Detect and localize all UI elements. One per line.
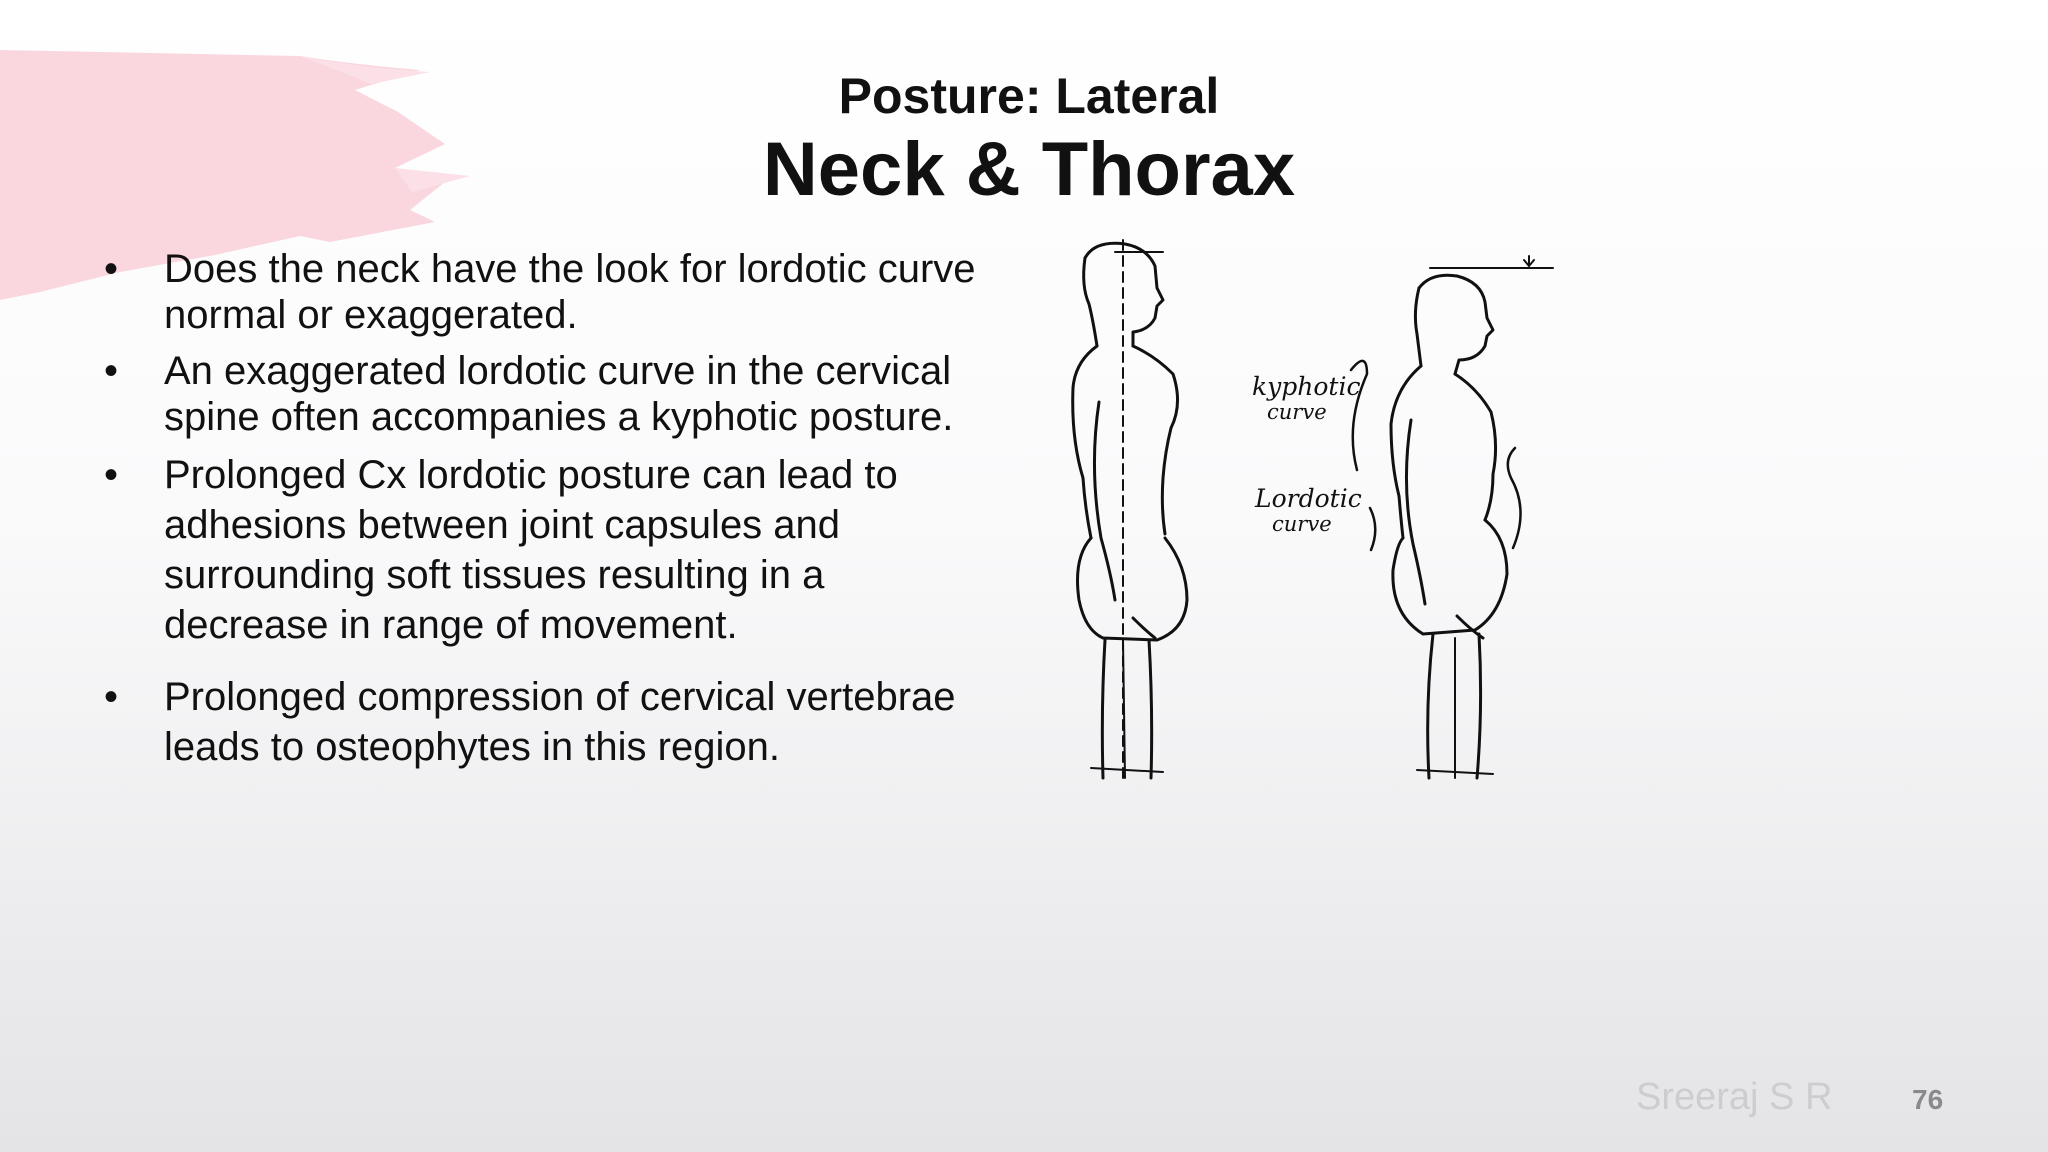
kyphotic-label-line2: curve	[1267, 400, 1327, 424]
normal-posture-figure	[1073, 240, 1187, 778]
bullet-text: Does the neck have the look for lordotic curve normal or exaggerated.	[164, 247, 976, 337]
title-block	[0, 66, 2048, 214]
slide-title: Neck & Thorax	[762, 127, 1296, 212]
lordotic-label-line1: Lordotic	[1255, 484, 1362, 513]
kyphotic-label-line1: kyphotic	[1252, 372, 1361, 401]
bullet-dot: •	[104, 675, 119, 719]
bullet-dot: •	[104, 247, 119, 291]
bullet-item	[100, 348, 980, 440]
bullet-dot: •	[104, 453, 119, 497]
bullet-text: Prolonged compression of cervical vertebrae leads to osteophytes in this region.	[164, 675, 956, 769]
bullet-text: Prolonged Cx lordotic posture can lead to adhesions between joint capsules and surrounding soft tissues resulting in a decrease in range of movement.	[164, 453, 898, 647]
lordotic-label-line2: curve	[1272, 512, 1332, 536]
bullet-item	[100, 246, 980, 338]
bullet-item	[100, 672, 980, 772]
bullet-dot: •	[104, 349, 119, 393]
bullet-list	[100, 246, 980, 772]
kyphotic-posture-figure	[1351, 256, 1553, 778]
posture-illustration	[1045, 238, 1575, 788]
author-footer: Sreeraj S R	[1636, 1076, 1833, 1118]
page-number: 76	[1912, 1084, 1944, 1115]
slide-subtitle: Posture: Lateral	[838, 68, 1220, 124]
bullet-text: An exaggerated lordotic curve in the cervical spine often accompanies a kyphotic posture.	[164, 349, 954, 439]
bullet-item	[100, 450, 980, 650]
